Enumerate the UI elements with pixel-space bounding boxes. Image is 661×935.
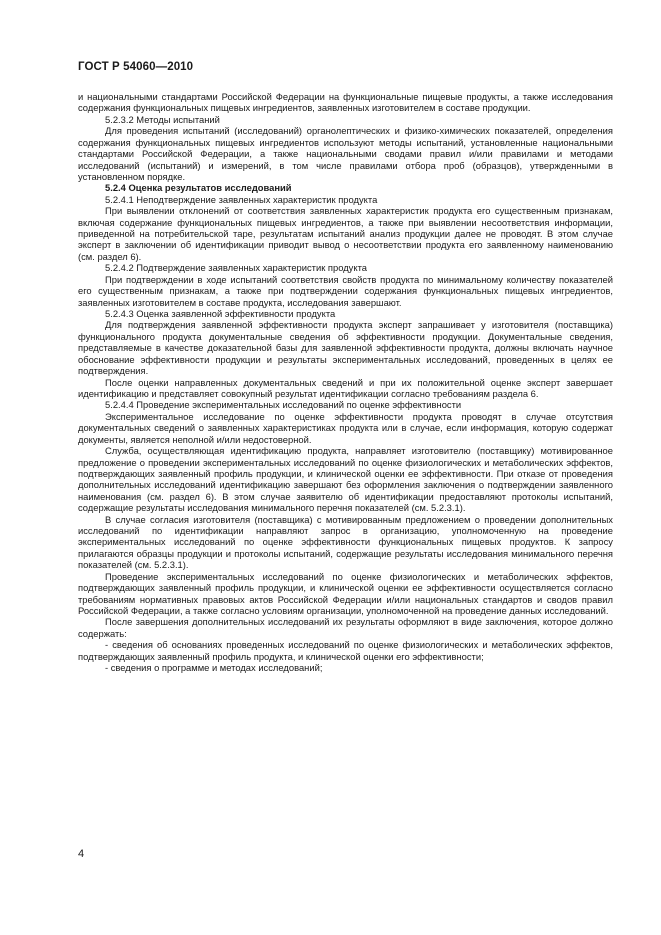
- page-number: 4: [78, 848, 85, 860]
- list-item: - сведения об основаниях проведенных исследований по оценке физиологических и метаболических эффектов, подтверждающих заявленный профиль продукта, и клинической оценки его эффективности;: [78, 639, 613, 662]
- paragraph: После завершения дополнительных исследований их результаты оформляют в виде заключения, которое должно содержать:: [78, 616, 613, 639]
- paragraph: и национальными стандартами Российской Федерации на функциональные пищевые продукты, а также исследования содержания функциональных пищевых ингредиентов, заявленных изготовителем в составе продукции.: [78, 91, 613, 114]
- paragraph: Для проведения испытаний (исследований) органолептических и физико-химических показателей, определения содержания функциональных пищевых ингредиентов используют методы испытаний, установленные национальными стандартами Российской Федерации, а также национальными сводами правил и/или правилами и методами исследований (испытаний) и измерений, в том числе правилами отбора проб (образцов), утвержденными в установленном порядке.: [78, 125, 613, 182]
- subsection-heading: 5.2.4.1 Неподтверждение заявленных характеристик продукта: [105, 193, 378, 205]
- document-body: [78, 91, 613, 674]
- paragraph: При подтверждении в ходе испытаний соответствия свойств продукта по минимальному количеству показателей его существенным признакам, а также при подтверждении содержания функциональных пищевых ингредиентов, заявленных изготовителем в составе продукта, исследования завершают.: [78, 273, 613, 308]
- paragraph: Для подтверждения заявленной эффективности продукта эксперт запрашивает у изготовителя (поставщика) функционального продукта документальные сведения об эффективности продукции. Документальные сведения, представляемые в качестве доказательной базы для заявленной эффективности продукта, должны включать научное обоснование эффективности продукции и результаты экспериментальных исследований, проведенных в целях ее подтверждения.: [78, 319, 613, 377]
- subsection-heading: 5.2.4.4 Проведение экспериментальных исследований по оценке эффективности: [105, 399, 462, 411]
- paragraph: В случае согласия изготовителя (поставщика) с мотивированным предложением о проведении дополнительных исследований по идентификации направляют запрос в организацию, уполномоченную на проведение экспериментальных исследований по оценке эффективности функциональных пищевых продуктов. К запросу прилагаются образцы продукции и протоколы испытаний, содержащие результаты исследования минимального перечня показателей (см. 5.2.3.1).: [78, 513, 613, 571]
- document-header: ГОСТ Р 54060—2010: [78, 61, 194, 73]
- paragraph: При выявлении отклонений от соответствия заявленных характеристик продукта его существенным признакам, включая содержание функциональных пищевых ингредиентов, а также при выявлении несоответствия информации, приведенной на потребительской таре, результатам испытаний анализ продукции далее не проводят. В этом случае эксперт в заключении об идентификации приводит вывод о несоответствии продукта его заявленному наименованию (см. раздел 6).: [78, 205, 613, 262]
- subsection-heading: 5.2.3.2 Методы испытаний: [105, 113, 220, 125]
- list-item: - сведения о программе и методах исследований;: [105, 662, 323, 674]
- subsection-heading: 5.2.4.2 Подтверждение заявленных характеристик продукта: [105, 262, 367, 274]
- paragraph: Экспериментальное исследование по оценке эффективности продукта проводят в случае отсутствия документальных сведений о заявленных характеристиках продукта или в случае, если информация, которую содержат документы, является неполной и/или недостоверной.: [78, 410, 613, 445]
- paragraph: Служба, осуществляющая идентификацию продукта, направляет изготовителю (поставщику) мотивированное предложение о проведении экспериментальных исследований по оценке физиологических и метаболических эффектов, подтверждающих заявленный профиль продукции, и клинической оценки ее эффективности. При отказе от проведения дополнительных исследований идентификацию завершают без оформления заключения о подтверждении заявленного наименования (см. раздел 6). В этом случае заявителю об идентификации предоставляют протоколы испытаний, содержащие результаты исследования минимального перечня показателей (см. 5.2.3.1).: [78, 445, 613, 514]
- paragraph: Проведение экспериментальных исследований по оценке физиологических и метаболических эффектов, подтверждающих заявленный профиль продукции, и клинической оценки ее эффективности осуществляется согласно требованиям нормативных правовых актов Российской Федерации и/или национальных стандартов и сводов правил Российской Федерации, а также согласно условиям организации, уполномоченной на проведение данных исследований.: [78, 570, 613, 616]
- subsection-heading: 5.2.4.3 Оценка заявленной эффективности продукта: [105, 308, 336, 320]
- section-heading: 5.2.4 Оценка результатов исследований: [105, 182, 292, 194]
- paragraph: После оценки направленных документальных сведений и при их положительной оценке эксперт завершает идентификацию и представляет совокупный результат идентификации согласно требованиям раздела 6.: [78, 376, 613, 399]
